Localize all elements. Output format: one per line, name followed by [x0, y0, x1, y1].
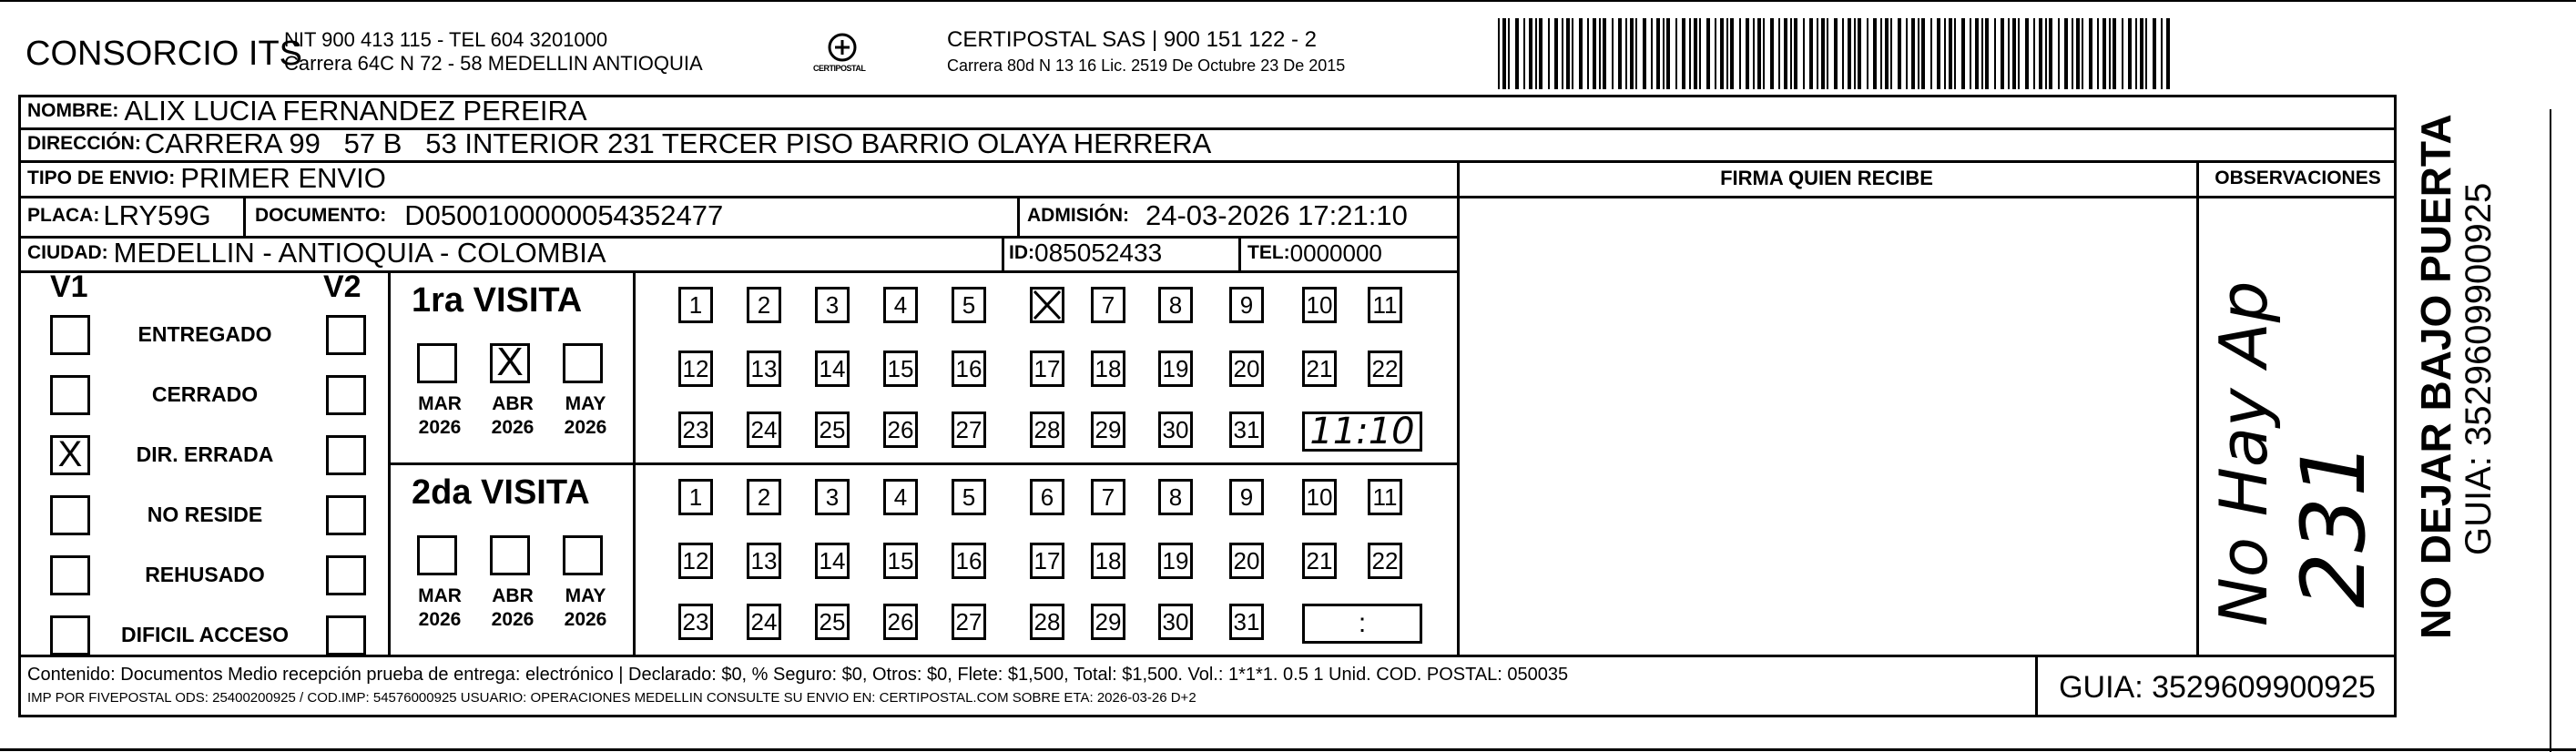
admision-value: 24-03-2026 17:21:10 — [1145, 199, 1408, 231]
id-label: ID: — [1009, 242, 1034, 263]
day-box[interactable]: 17 — [1030, 351, 1064, 387]
barcode-bar — [1803, 18, 1805, 89]
month-label: ABR — [492, 393, 534, 414]
day-box[interactable]: 25 — [815, 412, 850, 448]
barcode-bar — [2145, 18, 2147, 89]
day-box[interactable]: 27 — [952, 412, 986, 448]
day-box[interactable]: 13 — [747, 543, 781, 579]
day-box[interactable]: 21 — [1302, 543, 1337, 579]
status-label: ENTREGADO — [137, 322, 272, 346]
day-box[interactable]: 16 — [952, 543, 986, 579]
nombre-label: NOMBRE: — [27, 100, 119, 121]
barcode-bar — [2109, 18, 2111, 89]
barcode-bar — [2008, 18, 2010, 89]
barcode-bar — [2113, 18, 2116, 89]
status-label: DIR. ERRADA — [136, 442, 274, 466]
direccion-label: DIRECCIÓN: — [27, 133, 141, 154]
v1-checkbox[interactable] — [50, 315, 90, 355]
ciudad-cell — [27, 236, 606, 270]
barcode-bar — [1720, 18, 1724, 89]
day-box[interactable]: 6 — [1030, 479, 1064, 515]
footer-guia: GUIA: 3529609900925 — [2059, 669, 2376, 705]
barcode-bar — [2097, 18, 2099, 89]
signature-area[interactable] — [1460, 198, 2196, 655]
barcode-bar — [1994, 18, 1996, 89]
barcode-bar — [2018, 18, 2020, 89]
barcode-bar — [1593, 18, 1596, 89]
barcode-bar — [1817, 18, 1818, 89]
nit-line2: Carrera 64C N 72 - 58 MEDELLIN ANTIOQUIA — [284, 52, 703, 75]
barcode-bar — [1906, 18, 1908, 89]
barcode-bar — [1656, 18, 1660, 89]
day-box[interactable]: 22 — [1368, 351, 1402, 387]
barcode-bar — [1770, 18, 1774, 89]
barcode-bar — [2045, 18, 2047, 89]
barcode-bar — [1790, 18, 1792, 89]
barcode-bar — [1763, 18, 1765, 89]
barcode-bar — [2166, 18, 2170, 89]
barcode-bar — [1651, 18, 1653, 89]
barcode-bar — [2049, 18, 2052, 89]
barcode-bar — [2103, 18, 2106, 89]
barcode-bar — [1715, 18, 1716, 89]
barcode-bar — [1827, 18, 1828, 89]
visit-title: 1ra VISITA — [412, 281, 583, 320]
barcode-bar — [1599, 18, 1601, 89]
barcode-bar — [1625, 18, 1627, 89]
day-box[interactable]: 5 — [952, 287, 986, 323]
documento-cell — [255, 196, 723, 236]
nit-line1: NIT 900 413 115 - TEL 604 3201000 — [284, 28, 608, 51]
barcode-bar — [1858, 18, 1861, 89]
side-guia: GUIA: 3529609900925 — [2459, 182, 2499, 555]
barcode-bar — [1539, 18, 1543, 89]
barcode-bar — [1880, 18, 1882, 89]
certipostal-logo — [815, 27, 870, 82]
tel-cell — [1247, 236, 1382, 270]
certi-line1: CERTIPOSTAL SAS | 900 151 122 - 2 — [947, 27, 1317, 52]
barcode-bar — [2058, 18, 2060, 89]
obs-note: No Hay Ap — [2205, 280, 2282, 626]
barcode-bar — [2122, 18, 2123, 89]
observation-handwriting — [2196, 198, 2397, 655]
barcode-bar — [1937, 18, 1940, 89]
day-box[interactable]: 10 — [1302, 287, 1337, 323]
barcode-bar — [1566, 18, 1570, 89]
logo-text: CERTIPOSTAL — [813, 64, 866, 73]
footer-line1: Contenido: Documentos Medio recepción prueba de entrega: electrónico | Declarado: $0, % Seguro: $0, Otros: $0, Flete: $1,500, Total: $1,500. Vol.: 1*1*1. 0.5 1 Unid. COD. POSTAL: 050035 — [27, 665, 1569, 685]
barcode-bar — [2140, 18, 2143, 89]
direccion-row — [27, 127, 1211, 160]
barcode-bar — [1730, 18, 1734, 89]
firma-label: FIRMA QUIEN RECIBE — [1720, 166, 1933, 189]
day-box[interactable]: 26 — [883, 604, 918, 640]
nombre-value: ALIX LUCIA FERNANDEZ PEREIRA — [124, 95, 587, 127]
day-box[interactable]: 22 — [1368, 543, 1402, 579]
barcode-bar — [1867, 18, 1868, 89]
day-box[interactable]: 29 — [1091, 604, 1125, 640]
barcode-bar — [1911, 18, 1915, 89]
obs-number: 231 — [2283, 441, 2385, 608]
day-box[interactable]: 2 — [747, 479, 781, 515]
day-box[interactable]: 12 — [678, 543, 713, 579]
v1-checkbox[interactable] — [50, 375, 90, 415]
status-label: CERRADO — [151, 382, 259, 406]
tel-value: 0000000 — [1289, 239, 1382, 267]
barcode-bar — [1944, 18, 1946, 89]
v1-checkbox[interactable] — [50, 615, 90, 655]
month-label: MAY — [565, 393, 606, 414]
status-label: DIFICIL ACCESO — [120, 623, 289, 646]
barcode-bar — [1523, 18, 1525, 89]
day-box[interactable]: 5 — [952, 479, 986, 515]
barcode-bar — [1873, 18, 1877, 89]
day-box[interactable]: 1 — [678, 287, 713, 323]
barcode-bar — [2082, 18, 2083, 89]
barcode-bar — [1848, 18, 1851, 89]
barcode-bar — [2012, 18, 2016, 89]
day-box[interactable]: 31 — [1229, 412, 1264, 448]
day-box[interactable]: 14 — [815, 351, 850, 387]
day-box[interactable]: 18 — [1091, 351, 1125, 387]
barcode-bar — [1603, 18, 1606, 89]
barcode-bar — [1975, 18, 1979, 89]
day-box[interactable]: 4 — [883, 287, 918, 323]
barcode-bar — [1918, 18, 1919, 89]
bottom-border — [0, 748, 2576, 751]
day-box[interactable]: 1 — [678, 479, 713, 515]
barcode-bar — [1757, 18, 1761, 89]
barcode-bar — [2135, 18, 2137, 89]
nombre-row — [27, 95, 587, 127]
barcode-bar — [1821, 18, 1825, 89]
barcode-bar — [1618, 18, 1622, 89]
barcode-bar — [1689, 18, 1691, 89]
month-checkbox[interactable] — [563, 343, 603, 383]
day-box[interactable]: 29 — [1091, 412, 1125, 448]
day-box[interactable]: 20 — [1229, 543, 1264, 579]
day-box[interactable]: 15 — [883, 543, 918, 579]
barcode — [1498, 18, 2176, 89]
month-label: MAR — [418, 585, 462, 606]
v2-checkbox[interactable] — [326, 615, 366, 655]
year-label: 2026 — [491, 417, 535, 438]
id-cell — [1009, 236, 1162, 270]
barcode-bar — [1970, 18, 1971, 89]
barcode-bar — [2128, 18, 2132, 89]
day-box[interactable]: 12 — [678, 351, 713, 387]
id-value: 085052433 — [1034, 239, 1163, 267]
day-box[interactable]: 27 — [952, 604, 986, 640]
barcode-bar — [1784, 18, 1787, 89]
v2-checkbox[interactable] — [326, 315, 366, 355]
right-edge-line — [2550, 109, 2551, 752]
barcode-bar — [1579, 18, 1583, 89]
barcode-bar — [2064, 18, 2068, 89]
day-box[interactable]: 28 — [1030, 604, 1064, 640]
barcode-bar — [2161, 18, 2163, 89]
day-box-marked[interactable] — [1030, 287, 1064, 323]
tel-label: TEL: — [1247, 242, 1290, 263]
barcode-bar — [1809, 18, 1813, 89]
status-label: REHUSADO — [145, 563, 265, 586]
month-checkbox[interactable] — [490, 535, 530, 575]
day-box[interactable]: 31 — [1229, 604, 1264, 640]
day-box[interactable]: 13 — [747, 351, 781, 387]
barcode-bar — [1890, 18, 1892, 89]
year-label: 2026 — [418, 609, 462, 630]
day-box[interactable]: 9 — [1229, 479, 1264, 515]
barcode-bar — [1753, 18, 1755, 89]
v1-checkbox[interactable]: X — [50, 435, 90, 475]
tipo-label: TIPO DE ENVIO: — [27, 167, 176, 188]
barcode-bar — [2076, 18, 2080, 89]
barcode-bar — [1515, 18, 1519, 89]
barcode-bar — [1529, 18, 1532, 89]
direccion-value: CARRERA 99 57 B 53 INTERIOR 231 TERCER PISO BARRIO OLAYA HERRERA — [144, 127, 1212, 159]
admision-cell — [1027, 196, 1408, 236]
barcode-bar — [1699, 18, 1701, 89]
footer-line2: IMP POR FIVEPOSTAL ODS: 25400200925 / COD.IMP: 54576000925 USUARIO: OPERACIONES MEDELLIN CONSULTE SU ENVIO EN: CERTIPOSTAL.COM SOBRE ETA: 2026-03-26 D+2 — [27, 690, 1196, 706]
day-box[interactable]: 21 — [1302, 351, 1337, 387]
year-label: 2026 — [491, 609, 535, 630]
day-box[interactable]: 28 — [1030, 412, 1064, 448]
barcode-bar — [2001, 18, 2004, 89]
day-box[interactable]: 8 — [1158, 479, 1193, 515]
v2-label: V2 — [323, 269, 361, 304]
barcode-bar — [1930, 18, 1932, 89]
day-box[interactable]: 7 — [1091, 287, 1125, 323]
day-box[interactable]: 9 — [1229, 287, 1264, 323]
barcode-bar — [2033, 18, 2035, 89]
barcode-bar — [1985, 18, 1989, 89]
month-label: MAR — [418, 393, 462, 414]
barcode-bar — [1682, 18, 1685, 89]
barcode-bar — [1949, 18, 1952, 89]
placa-value: LRY59G — [103, 199, 211, 231]
documento-value: D0500100000054352477 — [404, 199, 724, 231]
day-box[interactable]: 18 — [1091, 543, 1125, 579]
barcode-bar — [1548, 18, 1550, 89]
day-box[interactable]: 4 — [883, 479, 918, 515]
month-label: MAY — [565, 585, 606, 606]
day-box[interactable]: 26 — [883, 412, 918, 448]
barcode-bar — [1834, 18, 1838, 89]
v2-checkbox[interactable] — [326, 555, 366, 595]
month-checkbox[interactable] — [417, 343, 457, 383]
tipo-row — [27, 160, 386, 196]
month-checkbox[interactable] — [563, 535, 603, 575]
barcode-bar — [1961, 18, 1965, 89]
day-box[interactable]: 24 — [747, 412, 781, 448]
day-box[interactable]: 20 — [1229, 351, 1264, 387]
day-box[interactable]: 23 — [678, 412, 713, 448]
barcode-bar — [1885, 18, 1889, 89]
v2-checkbox[interactable] — [326, 435, 366, 475]
certi-line2: Carrera 80d N 13 16 Lic. 2519 De Octubre 23 De 2015 — [947, 56, 1346, 75]
barcode-bar — [1706, 18, 1710, 89]
barcode-bar — [1635, 18, 1637, 89]
barcode-bar — [1898, 18, 1901, 89]
tipo-value: PRIMER ENVIO — [180, 161, 386, 194]
barcode-bar — [1739, 18, 1741, 89]
day-box[interactable]: 10 — [1302, 479, 1337, 515]
v2-checkbox[interactable] — [326, 375, 366, 415]
observaciones-label: OBSERVACIONES — [2215, 167, 2381, 188]
barcode-bar — [2025, 18, 2029, 89]
barcode-bar — [1502, 18, 1506, 89]
barcode-bar — [1562, 18, 1563, 89]
barcode-bar — [2089, 18, 2092, 89]
v2-checkbox[interactable] — [326, 495, 366, 535]
admision-label: ADMISIÓN: — [1027, 205, 1129, 226]
barcode-bar — [1572, 18, 1573, 89]
month-checkbox[interactable] — [417, 535, 457, 575]
day-box[interactable]: 2 — [747, 287, 781, 323]
barcode-bar — [1508, 18, 1510, 89]
day-box[interactable]: 30 — [1158, 604, 1193, 640]
barcode-bar — [1794, 18, 1797, 89]
day-box[interactable]: 3 — [815, 479, 850, 515]
v1-label: V1 — [50, 269, 88, 304]
side-no-dejar: NO DEJAR BAJO PUERTA — [2412, 114, 2459, 639]
barcode-bar — [1726, 18, 1728, 89]
day-box[interactable]: 3 — [815, 287, 850, 323]
barcode-bar — [1746, 18, 1749, 89]
barcode-bar — [1630, 18, 1634, 89]
day-box[interactable]: 19 — [1158, 351, 1193, 387]
barcode-bar — [1535, 18, 1537, 89]
day-box[interactable]: 16 — [952, 351, 986, 387]
barcode-bar — [1498, 18, 1500, 89]
barcode-bar — [1778, 18, 1780, 89]
barcode-bar — [2153, 18, 2156, 89]
year-label: 2026 — [564, 417, 607, 438]
top-border — [0, 0, 2576, 2]
barcode-bar — [1854, 18, 1856, 89]
year-label: 2026 — [564, 609, 607, 630]
month-label: ABR — [492, 585, 534, 606]
barcode-bar — [1954, 18, 1956, 89]
month-checkbox[interactable]: X — [490, 343, 530, 383]
time-box[interactable]: : — [1302, 604, 1422, 644]
day-box[interactable]: 8 — [1158, 287, 1193, 323]
ciudad-value: MEDELLIN - ANTIOQUIA - COLOMBIA — [113, 237, 606, 269]
day-box[interactable]: 11 — [1368, 479, 1402, 515]
placa-cell — [27, 196, 211, 236]
year-label: 2026 — [418, 417, 462, 438]
barcode-bar — [2039, 18, 2042, 89]
day-box[interactable]: 24 — [747, 604, 781, 640]
day-box[interactable]: 19 — [1158, 543, 1193, 579]
day-box[interactable]: 30 — [1158, 412, 1193, 448]
barcode-bar — [1587, 18, 1589, 89]
barcode-bar — [1666, 18, 1670, 89]
day-box[interactable]: 15 — [883, 351, 918, 387]
barcode-bar — [1981, 18, 1983, 89]
barcode-bar — [1554, 18, 1558, 89]
v1-checkbox[interactable] — [50, 555, 90, 595]
barcode-bar — [1675, 18, 1677, 89]
placa-label: PLACA: — [27, 205, 100, 226]
barcode-bar — [1921, 18, 1925, 89]
ciudad-label: CIUDAD: — [27, 242, 108, 263]
visit-title: 2da VISITA — [412, 473, 590, 512]
barcode-bar — [1663, 18, 1665, 89]
day-box[interactable]: 11 — [1368, 287, 1402, 323]
day-box[interactable]: 17 — [1030, 543, 1064, 579]
status-label: NO RESIDE — [147, 503, 263, 526]
v1-checkbox[interactable] — [50, 495, 90, 535]
barcode-bar — [1643, 18, 1646, 89]
barcode-bar — [2072, 18, 2073, 89]
day-box[interactable]: 25 — [815, 604, 850, 640]
day-box[interactable]: 14 — [815, 543, 850, 579]
day-box[interactable]: 23 — [678, 604, 713, 640]
barcode-bar — [1694, 18, 1697, 89]
barcode-bar — [1842, 18, 1844, 89]
company-name: CONSORCIO ITS — [25, 35, 303, 73]
documento-label: DOCUMENTO: — [255, 205, 387, 226]
barcode-bar — [1612, 18, 1614, 89]
day-box[interactable]: 7 — [1091, 479, 1125, 515]
time-box[interactable]: 11:10 — [1302, 412, 1422, 452]
